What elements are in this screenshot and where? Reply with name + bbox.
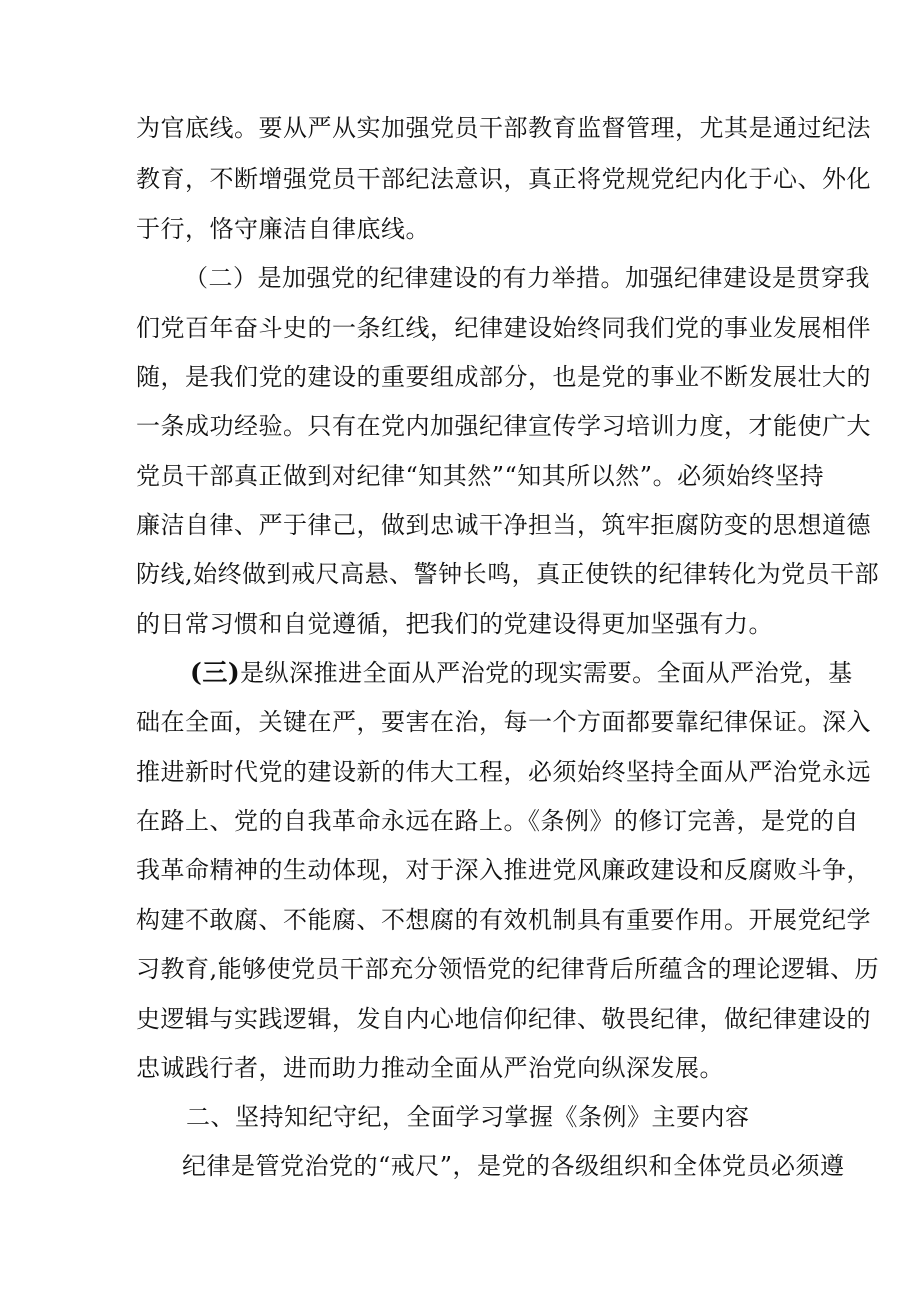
paragraph-three-start (190, 657, 853, 689)
text-run: 是纵深推进全面从严治党的现实需要。全面从严治党，基 (240, 659, 853, 687)
text-line: 史逻辑与实践逻辑，发自内心地信仰纪律、敬畏纪律，做纪律建设的 (136, 1005, 871, 1033)
text-line: 在路上、党的自我革命永远在路上。《条例》的修订完善，是党的自 (136, 807, 859, 835)
text-line: 础在全面，关键在严，要害在治，每一个方面都要靠纪律保证。深入 (136, 708, 871, 736)
section-number: (三) (190, 658, 241, 687)
text-line: 随，是我们党的建设的重要组成部分，也是党的事业不断发展壮大的 (136, 363, 871, 391)
text-line: 于行，恪守廉洁自律底线。 (136, 215, 430, 243)
text-line: 的日常习惯和自觉遵循，把我们的党建设得更加坚强有力。 (136, 610, 773, 638)
paragraph-start: 纪律是管党治党的“戒尺”，是党的各级组织和全体党员必须遵 (182, 1152, 845, 1180)
text-line: 们党百年奋斗史的一条红线，纪律建设始终同我们党的事业发展相伴 (136, 314, 871, 342)
text-line: 党员干部真正做到对纪律“知其然”“知其所以然”。必须始终坚持 (136, 462, 825, 490)
text-line: 廉洁自律、严于律己，做到忠诚干净担当，筑牢拒腐防变的思想道德 (136, 511, 871, 539)
section-heading: 二、坚持知纪守纪，全面学习掌握《条例》主要内容 (186, 1103, 750, 1131)
text-line: 习教育,能够使党员干部充分领悟党的纪律背后所蕴含的理论逻辑、历 (136, 955, 880, 983)
text-line: 教育，不断增强党员干部纪法意识，真正将党规党纪内化于心、外化 (136, 165, 871, 193)
text-line: 推进新时代党的建设新的伟大工程，必须始终坚持全面从严治党永远 (136, 758, 871, 786)
paragraph-two-start: （二）是加强党的纪律建设的有力举措。加强纪律建设是贯穿我 (184, 264, 870, 292)
text-line: 为官底线。要从严从实加强党员干部教育监督管理，尤其是通过纪法 (136, 114, 871, 142)
text-line: 防线,始终做到戒尺高悬、警钟长鸣，真正使铁的纪律转化为党员干部 (136, 560, 880, 588)
text-line: 忠诚践行者，进而助力推动全面从严治党向纵深发展。 (136, 1054, 724, 1082)
text-line: 一条成功经验。只有在党内加强纪律宣传学习培训力度，才能使广大 (136, 412, 871, 440)
text-line: 构建不敢腐、不能腐、不想腐的有效机制具有重要作用。开展党纪学 (136, 906, 871, 934)
text-line: 我革命精神的生动体现，对于深入推进党风廉政建设和反腐败斗争， (136, 856, 871, 884)
